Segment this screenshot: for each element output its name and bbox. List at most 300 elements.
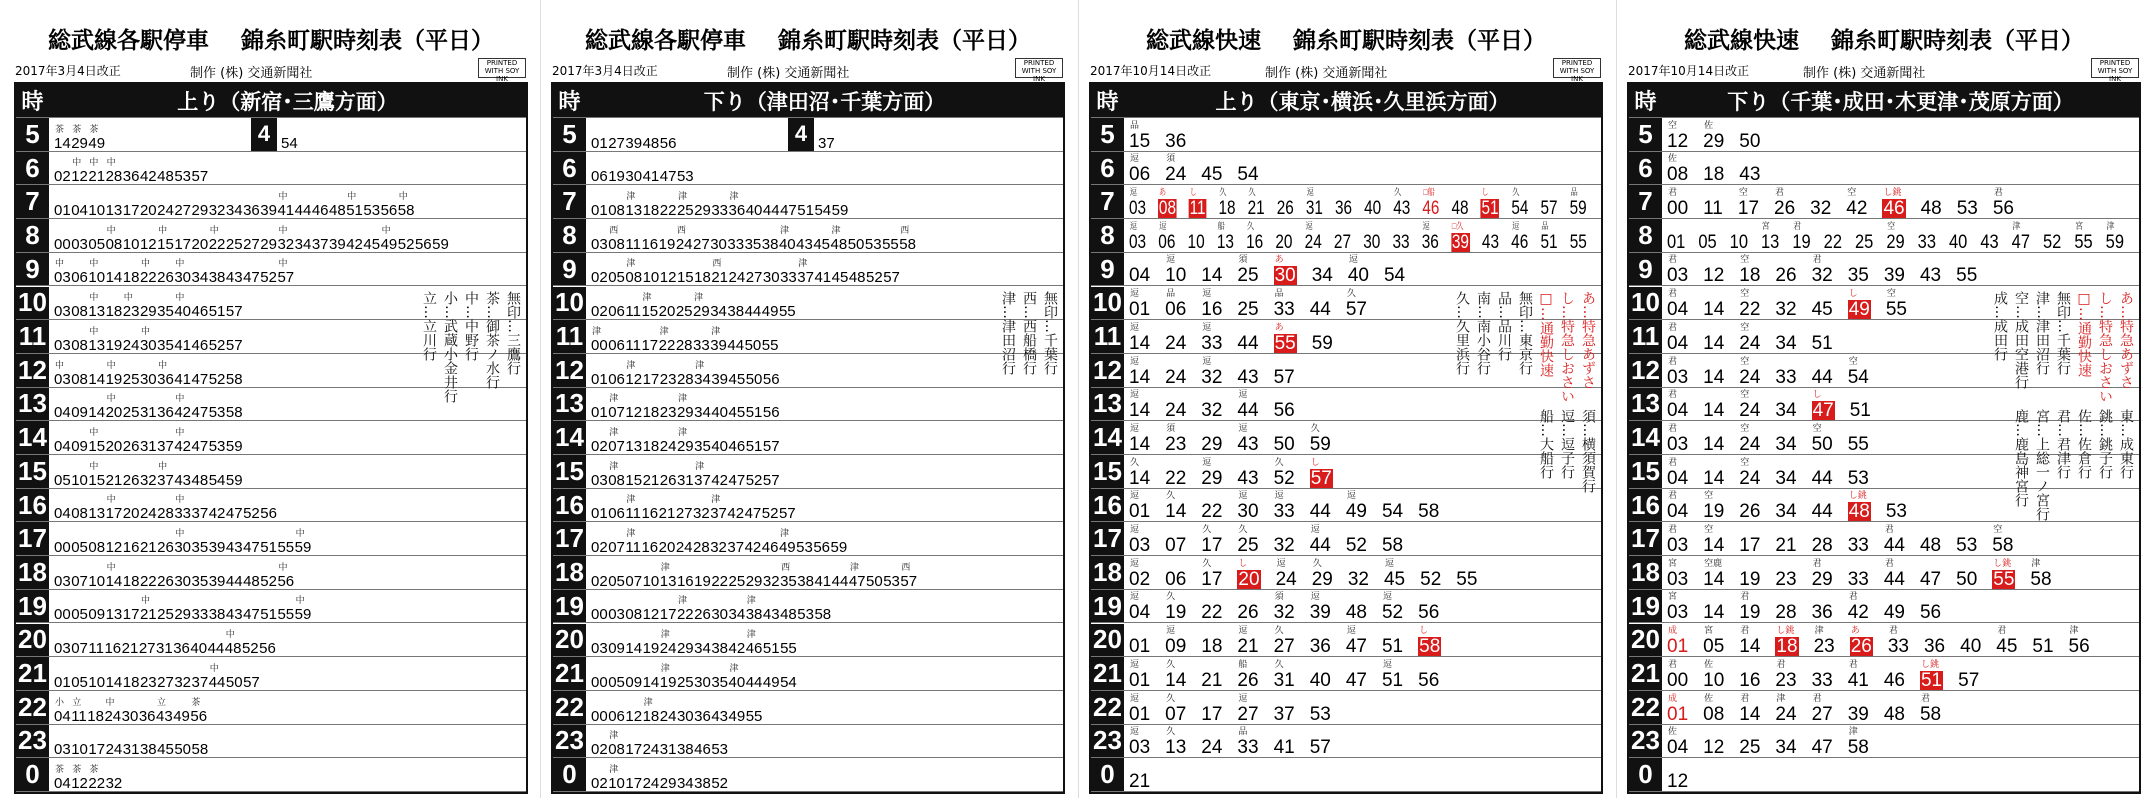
departure-minute — [260, 540, 277, 555]
departure-minute — [1813, 625, 1835, 658]
departure-minute — [259, 641, 276, 656]
minute-value: 47 — [1811, 737, 1833, 759]
minute-value: 50 — [866, 572, 883, 590]
departure-minute — [694, 359, 711, 388]
minute-value: 54 — [1237, 164, 1259, 186]
minute-value: 13 — [88, 336, 106, 354]
minutes-list — [54, 657, 260, 692]
minute-value: 06 — [71, 269, 88, 287]
destination-mark: 君 — [1812, 557, 1822, 568]
minute-value: 48 — [830, 235, 848, 253]
minute-value: 17 — [1201, 568, 1223, 590]
departure-minute — [1393, 187, 1411, 220]
minute-value: 37 — [157, 471, 174, 489]
minute-value: 45 — [728, 370, 746, 388]
destination-mark: 逗 — [1202, 288, 1212, 299]
destination-mark: 中 — [89, 460, 99, 471]
destination-mark: 久 — [1310, 422, 1320, 433]
destination-mark: 君 — [1812, 692, 1822, 703]
minute-value: 54 — [814, 202, 832, 220]
destination-mark: 逗 — [1511, 220, 1520, 231]
destination-mark: 中 — [295, 528, 305, 539]
destination-mark: 君 — [1888, 625, 1898, 636]
departure-minute — [1996, 625, 2018, 658]
destination-mark: 津 — [1848, 726, 1858, 737]
hour-cell: 0 — [553, 758, 586, 791]
departure-minute — [1247, 187, 1265, 220]
departure-minute — [625, 405, 642, 420]
departure-minute — [660, 742, 677, 757]
departure-minute — [1920, 658, 1943, 691]
departure-minute — [1667, 389, 1689, 422]
departure-minute — [71, 203, 88, 218]
departure-minute — [1129, 524, 1151, 557]
destination-mark: 津 — [2069, 625, 2079, 636]
departure-minute — [608, 169, 625, 184]
departure-minute — [1346, 671, 1367, 690]
departure-minute — [106, 607, 123, 622]
departure-minute — [1703, 165, 1724, 184]
departure-minute — [260, 237, 277, 252]
departure-minute — [676, 191, 694, 220]
minute-value: 13 — [88, 303, 106, 321]
minute-value: 05 — [71, 606, 88, 624]
departure-minute — [591, 709, 608, 724]
minute-value: 24 — [1165, 332, 1187, 354]
minute-value: 50 — [1811, 433, 1833, 455]
minute-value: 05 — [608, 269, 625, 287]
departure-minute — [660, 473, 677, 488]
minute-value: 18 — [122, 269, 140, 287]
departure-minute — [1739, 456, 1761, 489]
departure-minute — [54, 607, 71, 622]
departure-minute — [693, 540, 710, 555]
minute-value: 04 — [1667, 501, 1689, 523]
departure-minute — [1883, 557, 1905, 590]
departure-minute — [608, 224, 625, 253]
minute-value: 57 — [883, 269, 900, 287]
departure-minute — [591, 473, 608, 488]
destination-mark: 君 — [1668, 187, 1678, 198]
departure-minute — [1667, 119, 1689, 152]
minute-value: 14 — [1703, 400, 1725, 422]
minute-value: 17 — [105, 505, 123, 523]
departure-minute — [883, 270, 900, 285]
departure-minute — [1848, 705, 1869, 724]
minute-value: 26 — [122, 471, 140, 489]
legend-note: 銚…銚子行 — [2097, 408, 2113, 479]
hour-cell: 13 — [1091, 388, 1124, 421]
destination-mark: 空 — [1740, 456, 1750, 467]
departure-minute — [643, 136, 660, 151]
minute-value: 42 — [174, 437, 191, 455]
destination-mark: し — [1812, 389, 1822, 400]
departure-minute — [209, 439, 226, 454]
departure-minute — [693, 338, 710, 353]
departure-minute — [1346, 536, 1367, 555]
hour-row — [1091, 118, 1601, 152]
departure-minute — [295, 203, 312, 218]
departure-minute — [677, 742, 694, 757]
minute-value: 16 — [104, 640, 122, 658]
minute-value: 10 — [88, 202, 106, 220]
departure-minute — [1703, 368, 1724, 387]
minute-value: 52 — [241, 640, 259, 658]
departure-minute — [71, 540, 88, 555]
departure-minute — [1921, 199, 1942, 218]
minute-value: 00 — [591, 336, 608, 354]
minutes-list — [591, 388, 780, 423]
departure-minute — [346, 191, 363, 220]
departure-minute — [87, 709, 104, 724]
destination-mark: 品 — [1238, 726, 1248, 737]
minute-value: 03 — [1667, 602, 1689, 624]
minute-value: 10 — [642, 269, 660, 287]
minute-value: 33 — [693, 336, 710, 354]
minute-value: 37 — [727, 539, 745, 557]
minute-value: 51 — [260, 539, 277, 557]
hour-row — [16, 624, 526, 658]
minute-value: 04 — [1667, 332, 1689, 354]
minute-value: 32 — [1201, 366, 1223, 388]
legend-note-special: □…通勤快速 — [2076, 290, 2092, 377]
departure-minute — [1775, 368, 1796, 387]
departure-minute — [1924, 637, 1945, 656]
minutes-list — [54, 556, 295, 591]
departure-minute — [192, 270, 209, 285]
departure-minute — [105, 359, 123, 388]
departure-minute — [780, 641, 797, 656]
departure-minute — [813, 540, 830, 555]
departure-minute — [1273, 591, 1295, 624]
minute-value: 14 — [642, 673, 660, 691]
minute-value: 36 — [1923, 636, 1946, 658]
departure-minute — [694, 203, 711, 218]
departure-minute — [1201, 637, 1222, 656]
destination-mark: 中 — [158, 460, 168, 471]
minute-value: 09 — [71, 437, 88, 455]
minute-value: 49 — [778, 539, 796, 557]
minute-value: 14 — [1703, 467, 1725, 489]
departure-minute — [209, 203, 226, 218]
hour-cell: 9 — [1091, 253, 1124, 286]
hour-row — [553, 421, 1063, 455]
departure-minute — [660, 372, 677, 387]
departure-minute — [1703, 435, 1724, 454]
minute-value: 42 — [346, 235, 363, 253]
minute-value: 10 — [642, 572, 660, 590]
destination-mark: 逗 — [1130, 658, 1140, 669]
minutes-list — [591, 421, 780, 456]
minute-value: 06 — [608, 707, 625, 725]
departure-minute — [625, 359, 643, 388]
departure-minute — [398, 237, 415, 252]
minute-value: 26 — [157, 269, 174, 287]
departure-minute — [625, 258, 643, 287]
destination-mark: 君 — [1848, 658, 1858, 669]
departure-minute — [1739, 570, 1760, 589]
minutes-list — [1129, 691, 1346, 726]
departure-minute — [763, 607, 780, 622]
departure-minute — [54, 473, 71, 488]
panel-divider — [540, 0, 541, 798]
legend-notes — [907, 291, 1057, 375]
minute-value: 01 — [591, 404, 608, 422]
departure-minute — [1129, 637, 1150, 656]
minute-value: 06 — [591, 168, 608, 186]
minute-value: 27 — [693, 235, 710, 253]
minute-value: 48 — [191, 471, 209, 489]
departure-minute — [1246, 220, 1264, 253]
departure-minute — [1237, 422, 1259, 455]
departure-minute — [676, 393, 694, 422]
minutes-list — [1129, 287, 1382, 322]
minute-value: 34 — [294, 235, 312, 253]
departure-minute — [1812, 671, 1833, 690]
minute-value: 27 — [1811, 703, 1833, 725]
minute-value: 56 — [260, 505, 277, 523]
departure-minute — [157, 270, 174, 285]
departure-minute — [660, 776, 677, 791]
legend-note: 小…武蔵小金井行 — [442, 290, 458, 403]
minute-value: 43 — [225, 539, 243, 557]
minute-value: 43 — [1980, 231, 1999, 253]
minute-value: 29 — [71, 134, 88, 152]
departure-minute — [729, 270, 746, 285]
departure-minute — [1309, 524, 1331, 557]
departure-minute — [1739, 671, 1760, 690]
departure-minute — [1382, 536, 1403, 555]
destination-mark: 船 — [1238, 658, 1248, 669]
minute-value: 11 — [1703, 198, 1723, 220]
minute-value: 30 — [710, 235, 727, 253]
departure-minute — [208, 224, 226, 253]
departure-minute — [763, 473, 780, 488]
departure-minute — [591, 169, 608, 184]
minute-value: 22 — [1201, 602, 1223, 624]
destination-mark: 中 — [55, 359, 65, 370]
departure-minute — [209, 540, 226, 555]
destination-mark: 中 — [89, 426, 99, 437]
minute-value: 54 — [1383, 265, 1406, 287]
legend-notes — [1445, 291, 1595, 493]
departure-minute — [157, 742, 174, 757]
departure-minute — [1739, 389, 1761, 422]
legend-notes — [1983, 291, 2133, 521]
minute-value: 47 — [659, 168, 677, 186]
minute-value: 08 — [1667, 164, 1689, 186]
departure-minute — [123, 473, 140, 488]
departure-minute — [643, 439, 660, 454]
minute-value: 36 — [122, 168, 140, 186]
departure-minute — [1739, 321, 1761, 354]
minute-value: 34 — [1775, 433, 1797, 455]
destination-mark: 津 — [798, 258, 808, 269]
minute-value: 37 — [797, 269, 814, 287]
minute-value: 33 — [1847, 568, 1869, 590]
minutes-list — [54, 118, 106, 153]
departure-minute — [745, 237, 762, 252]
minute-value: 01 — [1129, 703, 1151, 725]
departure-minute — [1201, 557, 1223, 590]
departure-minute — [625, 169, 642, 184]
minute-value: 14 — [88, 404, 106, 422]
minute-value: 23 — [659, 370, 677, 388]
destination-mark: し — [1419, 625, 1429, 636]
minute-value: 04 — [1667, 400, 1689, 422]
minute-value: 00 — [1667, 669, 1689, 691]
departure-minute — [831, 540, 848, 555]
minute-value: 40 — [1960, 636, 1982, 658]
departure-minute — [746, 675, 763, 690]
minute-value: 43 — [1919, 265, 1942, 287]
destination-mark: 久 — [1312, 557, 1322, 568]
departure-minute — [1847, 591, 1869, 624]
departure-minute — [1165, 570, 1186, 589]
legend-note: 宮…上総一ノ宮行 — [2034, 408, 2050, 521]
timetable-grid — [1089, 82, 1603, 794]
departure-minute — [591, 270, 608, 285]
departure-minute — [1739, 355, 1761, 388]
departure-minute — [1273, 625, 1295, 658]
departure-minute — [1812, 368, 1833, 387]
departure-minute — [1848, 536, 1869, 555]
minutes-list — [1129, 421, 1346, 456]
minute-value: 01 — [1667, 231, 1686, 253]
minute-value: 56 — [813, 539, 831, 557]
departure-minute — [1848, 435, 1869, 454]
departure-minute — [243, 203, 260, 218]
departure-minute — [591, 641, 608, 656]
departure-minute — [710, 325, 727, 354]
departure-minute — [1667, 355, 1689, 388]
minute-value: 33 — [711, 202, 728, 220]
destination-mark: 津 — [831, 224, 841, 235]
destination-mark: 空 — [1848, 355, 1858, 366]
departure-minute — [1310, 502, 1331, 521]
timetable-panel — [1085, 0, 1607, 798]
departure-minute — [277, 561, 295, 590]
minutes-list — [591, 691, 763, 726]
destination-mark: 逗 — [1166, 254, 1176, 265]
minute-value: 26 — [659, 471, 677, 489]
departure-minute — [174, 393, 191, 422]
departure-minute — [54, 675, 71, 690]
minute-value: 24 — [1165, 366, 1187, 388]
minute-value: 35 — [694, 437, 711, 455]
minute-value: 39 — [208, 572, 226, 590]
departure-minute — [1129, 658, 1151, 691]
departure-minute — [174, 237, 191, 252]
departure-minute — [226, 237, 243, 252]
minute-value: 18 — [694, 269, 711, 287]
departure-minute — [694, 460, 711, 489]
minute-value: 29 — [676, 437, 694, 455]
minute-value: 18 — [642, 404, 660, 422]
minute-value: 05 — [71, 539, 88, 557]
departure-minute — [208, 641, 225, 656]
minute-value: 36 — [1165, 130, 1187, 152]
departure-minute — [711, 709, 728, 724]
minute-value: 21 — [1129, 770, 1151, 792]
minute-value: 38 — [761, 235, 779, 253]
destination-mark: 津 — [626, 258, 636, 269]
minute-value: 30 — [711, 606, 728, 624]
minute-value: 48 — [224, 640, 242, 658]
minute-value: 27 — [174, 202, 191, 220]
departure-minute — [625, 607, 642, 622]
departure-minute — [658, 325, 676, 354]
hour-cell: 22 — [1629, 691, 1662, 724]
destination-mark: 逗 — [1130, 726, 1140, 737]
timetable-panel — [547, 0, 1069, 798]
departure-minute — [1237, 658, 1259, 691]
departure-minute — [88, 426, 106, 455]
destination-mark: 君 — [1775, 187, 1785, 198]
minute-value: 26 — [1775, 265, 1797, 287]
destination-mark: 津 — [849, 561, 859, 572]
departure-minute — [173, 709, 190, 724]
departure-minute — [123, 237, 140, 252]
minute-value: 44 — [1811, 501, 1833, 523]
departure-minute — [814, 574, 831, 589]
minute-value: 57 — [191, 168, 209, 186]
minute-value: 52 — [208, 370, 226, 388]
departure-minute — [2032, 637, 2053, 656]
minute-value: 04 — [1667, 737, 1689, 759]
minute-value: 47 — [191, 404, 209, 422]
departure-minute — [88, 292, 106, 321]
minutes-list — [591, 455, 780, 490]
minute-value: 03 — [1667, 265, 1689, 287]
departure-minute — [260, 574, 277, 589]
departure-minute — [140, 473, 157, 488]
departure-minute — [676, 506, 693, 521]
minute-value: 28 — [693, 539, 710, 557]
minute-value: 34 — [191, 269, 209, 287]
minute-value: 38 — [711, 640, 728, 658]
minute-value: 02 — [591, 269, 608, 287]
minute-value: 48 — [642, 134, 660, 152]
destination-mark: 津 — [609, 730, 619, 741]
minutes-list — [1129, 185, 1599, 220]
minute-value: 19 — [694, 572, 711, 590]
departure-minute — [1737, 187, 1760, 220]
legend-note: 茶…御茶ノ水行 — [484, 290, 500, 389]
hour-cell: 9 — [553, 253, 586, 286]
departure-minute — [1129, 321, 1151, 354]
departure-minute — [1540, 220, 1558, 253]
departure-minute — [88, 203, 105, 218]
minute-value: 53 — [208, 437, 226, 455]
departure-minute — [1992, 187, 2014, 220]
departure-minute — [192, 506, 209, 521]
departure-minute — [174, 258, 191, 287]
destination-mark: 久 — [1202, 524, 1212, 535]
minute-value: 33 — [1201, 332, 1223, 354]
minute-value: 14 — [105, 572, 123, 590]
departure-minute — [727, 338, 744, 353]
minutes-list — [1667, 725, 1884, 760]
minute-value: 36 — [173, 640, 190, 658]
minute-value: 58 — [1419, 636, 1441, 658]
departure-minute — [312, 203, 329, 218]
hour-row — [553, 118, 1063, 152]
departure-minute — [608, 506, 625, 521]
minute-value: 34 — [694, 370, 711, 388]
minute-value: 08 — [71, 303, 88, 321]
minute-value: 40 — [1364, 198, 1382, 220]
